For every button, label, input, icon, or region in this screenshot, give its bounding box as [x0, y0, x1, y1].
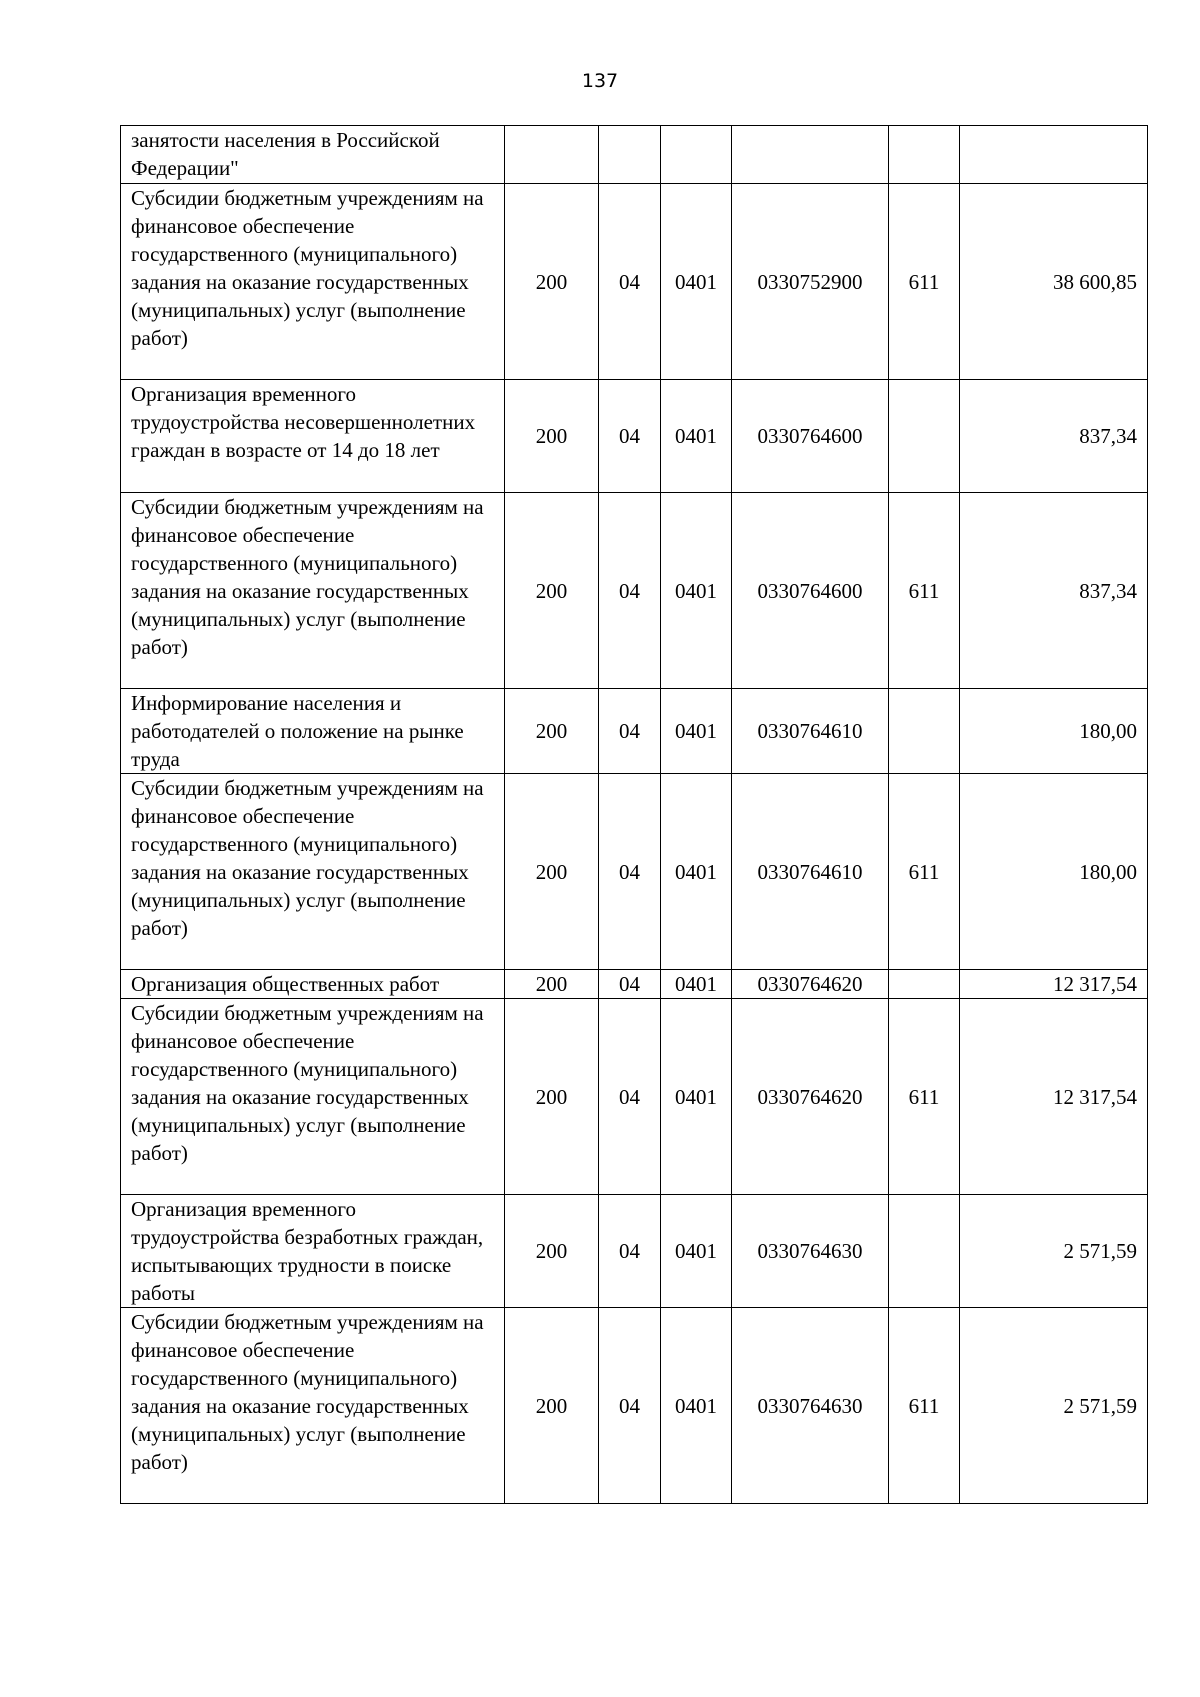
row-description: Субсидии бюджетным учреждениям на финансовое обеспечение государственного (муниципального) задания на оказание государственных (муниципальных) услуг (выполнение работ): [121, 493, 505, 689]
amount: 180,00: [960, 774, 1148, 970]
expense-type-code: [889, 970, 960, 999]
target-article-code: [732, 126, 889, 184]
table-row: [121, 1308, 1148, 1504]
expense-type-code: [889, 689, 960, 774]
row-description: Информирование населения и работодателей о положение на рынке труда: [121, 689, 505, 774]
table-row: [121, 184, 1148, 380]
table-row: [121, 380, 1148, 493]
section-code: 04: [599, 774, 661, 970]
table-row: [121, 126, 1148, 184]
amount: 837,34: [960, 493, 1148, 689]
subsection-code: 0401: [661, 1195, 732, 1308]
subsection-code: 0401: [661, 999, 732, 1195]
row-description: Организация временного трудоустройства безработных граждан, испытывающих трудности в поиске работы: [121, 1195, 505, 1308]
subsection-code: 0401: [661, 184, 732, 380]
row-description: Субсидии бюджетным учреждениям на финансовое обеспечение государственного (муниципального) задания на оказание государственных (муниципальных) услуг (выполнение работ): [121, 184, 505, 380]
budget-table: [120, 125, 1148, 1504]
row-description: Субсидии бюджетным учреждениям на финансовое обеспечение государственного (муниципального) задания на оказание государственных (муниципальных) услуг (выполнение работ): [121, 1308, 505, 1504]
section-code: 04: [599, 970, 661, 999]
section-code: 04: [599, 184, 661, 380]
expense-type-code: [889, 126, 960, 184]
section-code: 04: [599, 493, 661, 689]
subsection-code: 0401: [661, 380, 732, 493]
table-row: [121, 1195, 1148, 1308]
target-article-code: 0330764620: [732, 999, 889, 1195]
department-code: 200: [505, 184, 599, 380]
expense-type-code: 611: [889, 774, 960, 970]
row-description: Субсидии бюджетным учреждениям на финансовое обеспечение государственного (муниципального) задания на оказание государственных (муниципальных) услуг (выполнение работ): [121, 774, 505, 970]
row-description: Организация общественных работ: [121, 970, 505, 999]
table-row: [121, 970, 1148, 999]
section-code: 04: [599, 1308, 661, 1504]
row-description: занятости населения в Российской Федерации": [121, 126, 505, 184]
department-code: 200: [505, 493, 599, 689]
section-code: 04: [599, 999, 661, 1195]
expense-type-code: 611: [889, 493, 960, 689]
target-article-code: 0330764630: [732, 1308, 889, 1504]
subsection-code: 0401: [661, 774, 732, 970]
section-code: 04: [599, 380, 661, 493]
subsection-code: 0401: [661, 1308, 732, 1504]
subsection-code: 0401: [661, 493, 732, 689]
expense-type-code: 611: [889, 184, 960, 380]
section-code: 04: [599, 1195, 661, 1308]
table-row: [121, 774, 1148, 970]
row-description: Организация временного трудоустройства несовершеннолетних граждан в возрасте от 14 до 18 лет: [121, 380, 505, 493]
section-code: [599, 126, 661, 184]
table-row: [121, 999, 1148, 1195]
amount: 2 571,59: [960, 1308, 1148, 1504]
expense-type-code: 611: [889, 999, 960, 1195]
target-article-code: 0330764630: [732, 1195, 889, 1308]
department-code: 200: [505, 970, 599, 999]
section-code: 04: [599, 689, 661, 774]
page-number: 137: [581, 70, 619, 92]
target-article-code: 0330764610: [732, 689, 889, 774]
amount: 837,34: [960, 380, 1148, 493]
department-code: 200: [505, 999, 599, 1195]
department-code: 200: [505, 689, 599, 774]
target-article-code: 0330752900: [732, 184, 889, 380]
department-code: [505, 126, 599, 184]
target-article-code: 0330764620: [732, 970, 889, 999]
amount: [960, 126, 1148, 184]
row-description: Субсидии бюджетным учреждениям на финансовое обеспечение государственного (муниципального) задания на оказание государственных (муниципальных) услуг (выполнение работ): [121, 999, 505, 1195]
department-code: 200: [505, 1195, 599, 1308]
amount: 12 317,54: [960, 999, 1148, 1195]
target-article-code: 0330764610: [732, 774, 889, 970]
amount: 180,00: [960, 689, 1148, 774]
table-row: [121, 493, 1148, 689]
expense-type-code: 611: [889, 1308, 960, 1504]
amount: 12 317,54: [960, 970, 1148, 999]
amount: 38 600,85: [960, 184, 1148, 380]
department-code: 200: [505, 1308, 599, 1504]
department-code: 200: [505, 380, 599, 493]
target-article-code: 0330764600: [732, 380, 889, 493]
target-article-code: 0330764600: [732, 493, 889, 689]
department-code: 200: [505, 774, 599, 970]
expense-type-code: [889, 380, 960, 493]
table-row: [121, 689, 1148, 774]
amount: 2 571,59: [960, 1195, 1148, 1308]
subsection-code: 0401: [661, 970, 732, 999]
subsection-code: 0401: [661, 689, 732, 774]
subsection-code: [661, 126, 732, 184]
expense-type-code: [889, 1195, 960, 1308]
